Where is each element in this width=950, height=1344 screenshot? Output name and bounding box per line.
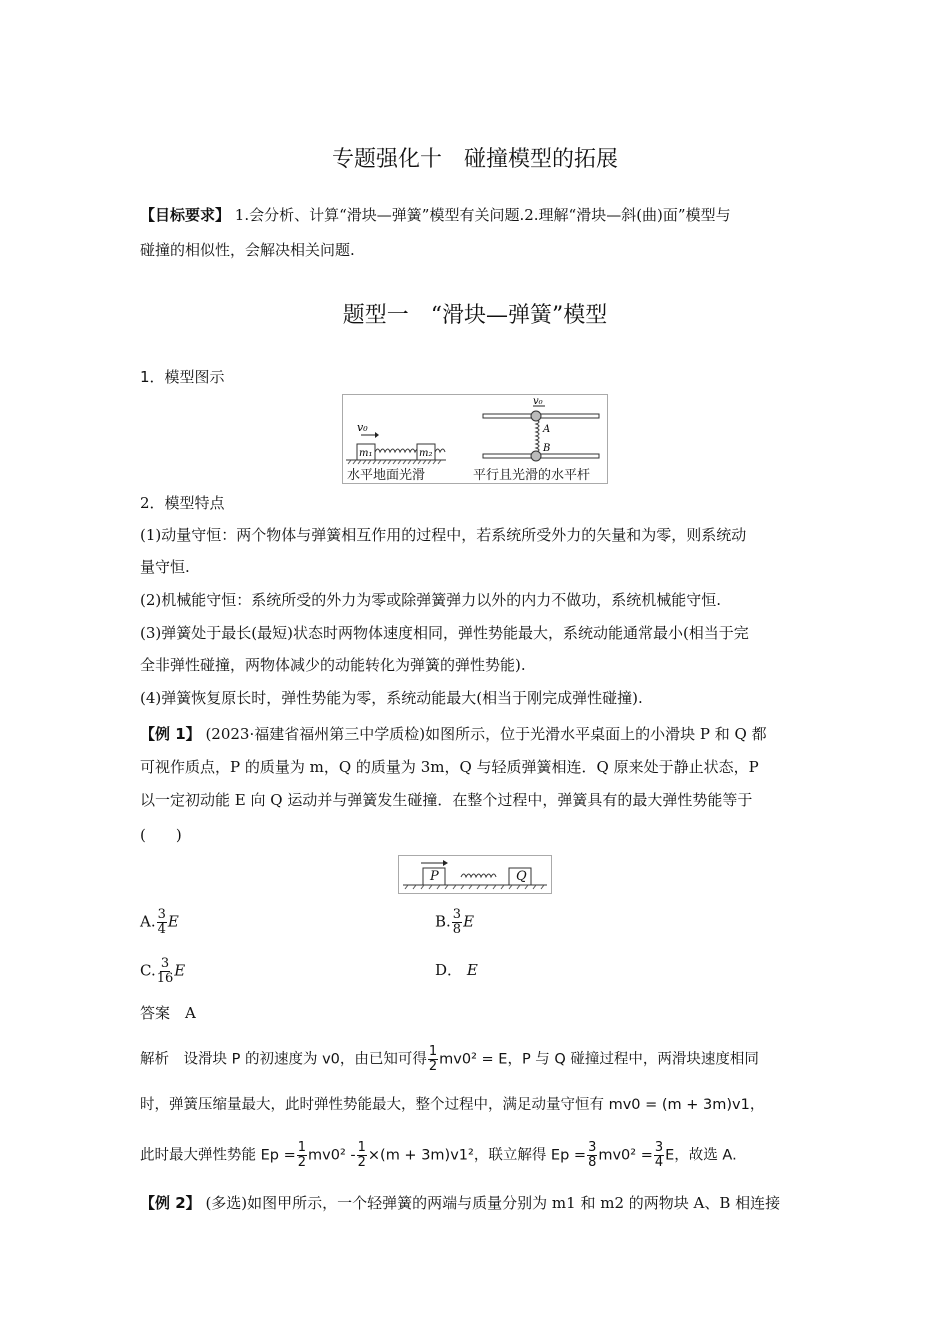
- section-heading: 题型一 “滑块—弹簧”模型: [342, 303, 608, 328]
- example1-line-1: [140, 724, 767, 744]
- example1-line-2: 可视作质点，P 的质量为 m，Q 的质量为 3m，Q 与轻质弹簧相连．Q 原来处于静止状态，P: [140, 758, 759, 776]
- example-text: (多选)如图甲所示，一个轻弹簧的两端与质量分别为 m1 和 m2 的两物块 A、B 相连接: [205, 1194, 781, 1212]
- page-title: 专题强化十 碰撞模型的拓展: [331, 147, 618, 172]
- goal-line-1: [140, 205, 731, 225]
- block-q-label: Q: [516, 869, 527, 884]
- analysis-line-3: 此时最大弹性势能 Ep = $\frac{1}{2}$ mv0² - $\frac{1}{2}$ ×(m + 3m)v1²，联立解得 Ep = $\frac{3}{8}$ mv0² = $\frac{3}{4}$ E，故选 A.: [140, 1140, 737, 1170]
- pq-diagram: [399, 856, 551, 893]
- svg-text:A: A: [543, 424, 551, 435]
- feature-line: 全非弹性碰撞，两物体减少的动能转化为弹簧的弹性势能).: [140, 656, 526, 674]
- goal-line-2: 碰撞的相似性，会解决相关问题.: [140, 241, 355, 259]
- answer-line: [140, 1003, 196, 1023]
- svg-text:m₁: m₁: [359, 448, 373, 459]
- svg-text:v₀: v₀: [533, 396, 543, 407]
- goal-label: 【目标要求】: [140, 206, 231, 224]
- example1-line-4: ( ): [140, 826, 182, 844]
- answer-value: A: [185, 1004, 196, 1022]
- answer-label: 答案: [140, 1004, 171, 1022]
- block-p-label: P: [430, 869, 439, 884]
- example-label: 【例 1】: [140, 725, 201, 743]
- pq-figure: [398, 855, 552, 894]
- svg-text:m₂: m₂: [419, 448, 433, 459]
- option-d: D． E: [435, 961, 478, 979]
- subheading-2: 2．模型特点: [140, 494, 225, 512]
- left-caption: 水平地面光滑: [347, 468, 426, 483]
- example2-line-1: [140, 1193, 780, 1213]
- example1-line-3: 以一定初动能 E 向 Q 运动并与弹簧发生碰撞．在整个过程中，弹簧具有的最大弹性势能等于: [140, 791, 753, 809]
- analysis-line-1: 解析 设滑块 P 的初速度为 v0，由已知可得 $\frac{1}{2}$ mv0² = E，P 与 Q 碰撞过程中，两滑块速度相同: [140, 1044, 759, 1074]
- feature-line: (3)弹簧处于最长(最短)状态时两物体速度相同，弹性势能最大，系统动能通常最小(相当于完: [140, 624, 749, 642]
- option-a: A. $\frac{3}{4}$ E: [140, 907, 179, 937]
- option-b: B. $\frac{3}{8}$ E: [435, 907, 475, 937]
- model-figure: [342, 394, 608, 484]
- example-text: 如图所示，位于光滑水平桌面上的小滑块 P 和 Q 都: [425, 725, 767, 743]
- example-label: 【例 2】: [140, 1194, 201, 1212]
- subheading-1: 1．模型图示: [140, 368, 225, 386]
- svg-text:B: B: [543, 443, 551, 454]
- option-c: C. $\frac{3}{16}$ E: [140, 956, 186, 986]
- feature-line: (1)动量守恒：两个物体与弹簧相互作用的过程中，若系统所受外力的矢量和为零，则系统动: [140, 526, 747, 544]
- feature-line: (4)弹簧恢复原长时，弹性势能为零，系统动能最大(相当于刚完成弹性碰撞).: [140, 689, 643, 707]
- analysis-line-2: 时，弹簧压缩量最大，此时弹性势能最大，整个过程中，满足动量守恒有 mv0 = (m + 3m)v1，: [140, 1097, 765, 1113]
- v0-label: v₀: [357, 421, 368, 434]
- example-source: (2023·福建省福州第三中学质检): [205, 725, 426, 743]
- feature-line: (2)机械能守恒：系统所受的外力为零或除弹簧弹力以外的内力不做功，系统机械能守恒.: [140, 591, 722, 609]
- goal-text: 1.会分析、计算“滑块—弹簧”模型有关问题.2.理解“滑块—斜(曲)面”模型与: [234, 206, 731, 224]
- right-caption: 平行且光滑的水平杆: [473, 468, 591, 483]
- feature-line: 量守恒.: [140, 558, 190, 576]
